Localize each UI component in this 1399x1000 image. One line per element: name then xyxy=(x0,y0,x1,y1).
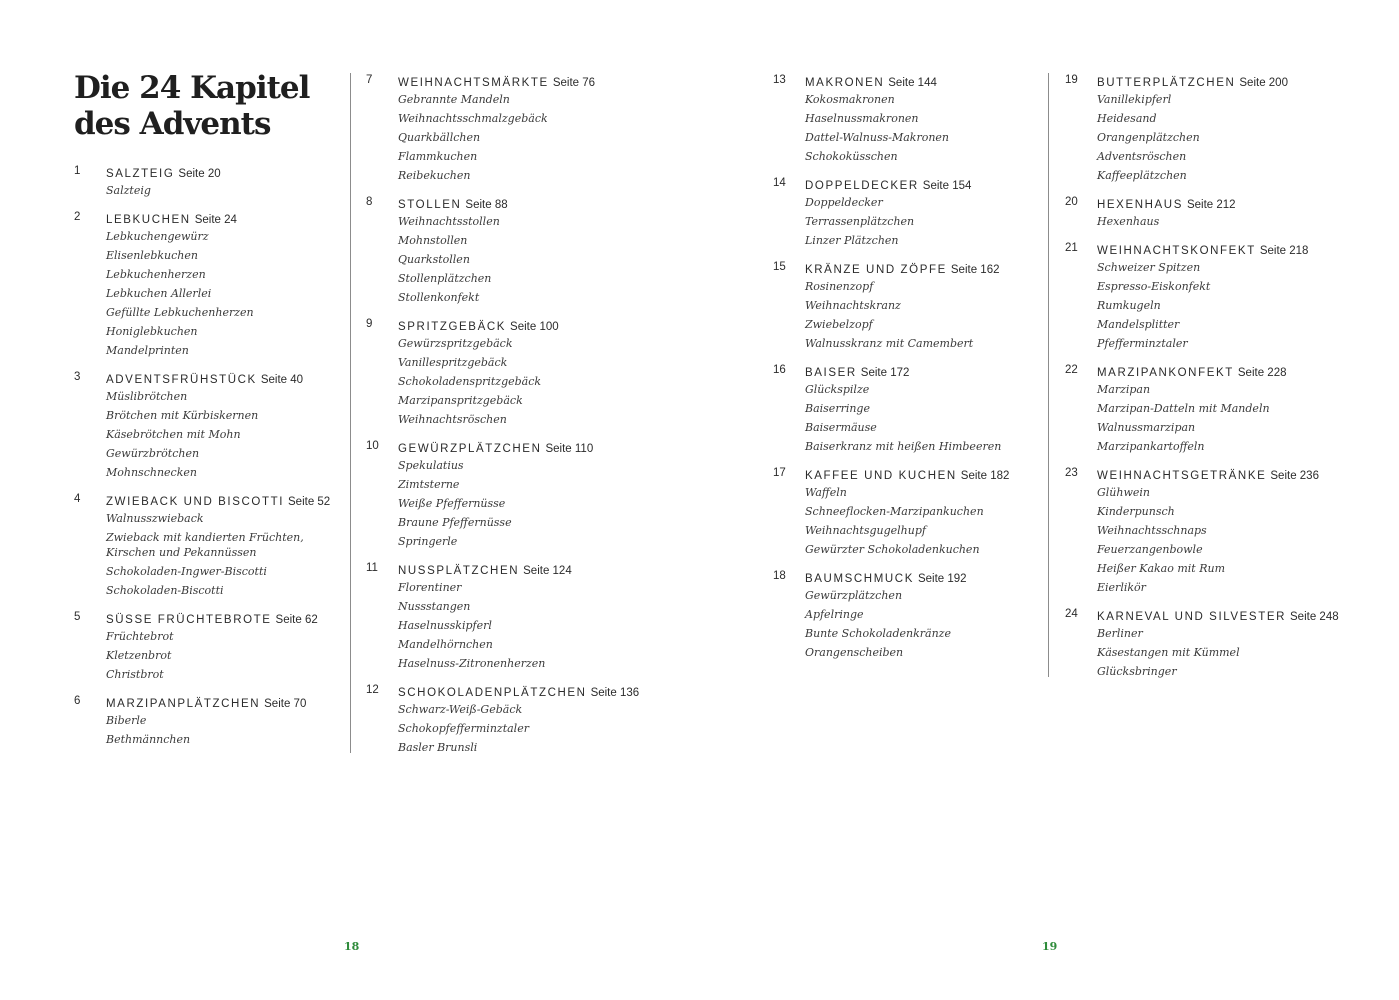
recipe-item: Kokosmakronen xyxy=(805,93,895,106)
recipe-item: Doppeldecker xyxy=(805,196,883,209)
chapter-page-ref: Seite 76 xyxy=(552,77,596,89)
recipe-item: Spekulatius xyxy=(398,459,464,472)
recipe-list xyxy=(106,387,334,482)
chapter-number: 11 xyxy=(366,562,378,574)
chapter-page-ref: Seite 100 xyxy=(510,321,559,333)
recipe-list xyxy=(398,578,626,673)
chapter-title: SPRITZGEBÄCK xyxy=(398,321,507,333)
recipe-list xyxy=(106,181,334,200)
chapter-title: DOPPELDECKER xyxy=(805,180,919,192)
chapter-title: BUTTERPLÄTZCHEN xyxy=(1097,77,1236,89)
recipe-item: Quarkbällchen xyxy=(398,131,481,144)
chapter-number: 20 xyxy=(1065,196,1078,208)
recipe-item: Lebkuchengewürz xyxy=(106,230,209,243)
recipe-item: Weihnachtskranz xyxy=(805,299,901,312)
chapter-number: 5 xyxy=(74,611,81,623)
chapter-heading xyxy=(1065,464,1325,483)
recipe-list xyxy=(398,456,626,551)
chapter-title: SCHOKOLADENPLÄTZCHEN xyxy=(398,687,587,699)
chapter-page-ref: Seite 154 xyxy=(922,180,972,192)
recipe-item: Brötchen mit Kürbiskernen xyxy=(106,409,259,422)
recipe-list xyxy=(106,711,334,749)
chapter-number: 22 xyxy=(1065,364,1078,376)
chapter-title: MARZIPANPLÄTZCHEN xyxy=(106,698,261,710)
recipe-item: Haselnussmakronen xyxy=(805,112,919,125)
chapter-entry xyxy=(1065,239,1325,353)
recipe-item: Feuerzangenbowle xyxy=(1097,543,1203,556)
recipe-item: Müslibrötchen xyxy=(106,390,188,403)
recipe-item: Heidesand xyxy=(1097,112,1157,125)
chapter-number: 15 xyxy=(773,261,786,273)
chapter-page-ref: Seite 248 xyxy=(1290,611,1339,623)
chapter-entry xyxy=(1065,193,1325,231)
recipe-item: Schneeflocken-Marzipankuchen xyxy=(805,505,984,518)
chapter-title: ZWIEBACK UND BISCOTTI xyxy=(106,496,284,508)
chapter-entry xyxy=(773,567,1033,662)
recipe-item: Espresso-Eiskonfekt xyxy=(1097,280,1211,293)
recipe-item: Käsestangen mit Kümmel xyxy=(1097,646,1240,659)
page-title-line-2: des Advents xyxy=(74,106,271,142)
chapter-page-ref: Seite 162 xyxy=(950,264,1000,276)
chapter-page-ref: Seite 236 xyxy=(1270,470,1319,482)
recipe-item: Stollenplätzchen xyxy=(398,272,492,285)
chapter-heading xyxy=(773,174,1033,193)
chapter-number: 19 xyxy=(1065,74,1078,86)
recipe-item: Baiserkranz mit heißen Himbeeren xyxy=(805,440,1002,453)
recipe-item: Käsebrötchen mit Mohn xyxy=(106,428,241,441)
chapter-title: MAKRONEN xyxy=(805,77,885,89)
chapter-title: SÜSSE FRÜCHTEBROTE xyxy=(106,614,272,626)
chapter-heading xyxy=(1065,361,1325,380)
chapter-title: BAUMSCHMUCK xyxy=(805,573,914,585)
recipe-item: Mohnschnecken xyxy=(106,466,197,479)
recipe-item: Weihnachtsröschen xyxy=(398,413,507,426)
recipe-item: Dattel-Walnuss-Makronen xyxy=(805,131,950,144)
chapter-entry xyxy=(1065,71,1325,185)
recipe-item: Christbrot xyxy=(106,668,164,681)
chapter-heading xyxy=(1065,605,1339,624)
chapter-entry xyxy=(366,437,626,551)
chapter-heading xyxy=(74,368,334,387)
recipe-list xyxy=(1097,380,1325,456)
recipe-list xyxy=(106,509,334,600)
recipe-item: Braune Pfeffernüsse xyxy=(398,516,512,529)
chapter-entry xyxy=(74,608,334,684)
recipe-item: Zwiebelzopf xyxy=(805,318,873,331)
chapter-entry xyxy=(74,208,334,360)
recipe-item: Marzipanspritzgebäck xyxy=(398,394,523,407)
recipe-item: Gewürzspritzgebäck xyxy=(398,337,513,350)
chapter-title: KARNEVAL UND SILVESTER xyxy=(1097,611,1287,623)
chapter-heading xyxy=(366,315,626,334)
chapter-entry xyxy=(74,368,334,482)
recipe-item: Walnusskranz mit Camembert xyxy=(805,337,974,350)
chapter-page-ref: Seite 212 xyxy=(1186,199,1236,211)
chapter-page-ref: Seite 182 xyxy=(960,470,1010,482)
recipe-item: Berliner xyxy=(1097,627,1143,640)
recipe-item: Linzer Plätzchen xyxy=(805,234,899,247)
chapter-number: 24 xyxy=(1065,608,1078,620)
chapter-entry xyxy=(1065,605,1339,681)
chapter-title: LEBKUCHEN xyxy=(106,214,191,226)
recipe-item: Walnussmarzipan xyxy=(1097,421,1196,434)
recipe-item: Flammkuchen xyxy=(398,150,478,163)
chapter-heading xyxy=(74,608,334,627)
chapter-title: BAISER xyxy=(805,367,857,379)
chapter-entry xyxy=(366,71,626,185)
chapter-heading xyxy=(773,361,1033,380)
recipe-list xyxy=(1097,483,1325,597)
recipe-item: Bethmännchen xyxy=(106,733,191,746)
chapter-page-ref: Seite 200 xyxy=(1239,77,1288,89)
recipe-list xyxy=(805,277,1033,353)
recipe-item: Marzipan xyxy=(1097,383,1151,396)
recipe-item: Waffeln xyxy=(805,486,847,499)
recipe-list xyxy=(805,90,1033,166)
recipe-item: Schweizer Spitzen xyxy=(1097,261,1201,274)
chapter-heading xyxy=(1065,239,1325,258)
chapter-title: SALZTEIG xyxy=(106,168,175,180)
recipe-item: Weihnachtsgugelhupf xyxy=(805,524,926,537)
chapter-page-ref: Seite 110 xyxy=(545,443,594,455)
recipe-item: Lebkuchenherzen xyxy=(106,268,206,281)
recipe-list xyxy=(805,193,1033,250)
recipe-item: Basler Brunsli xyxy=(398,741,478,754)
recipe-list xyxy=(398,700,626,757)
chapter-number: 12 xyxy=(366,684,379,696)
recipe-item: Schokoladen-Ingwer-Biscotti xyxy=(106,565,267,578)
chapter-entry xyxy=(366,315,626,429)
chapter-heading xyxy=(773,567,1033,586)
chapter-title: WEIHNACHTSKONFEKT xyxy=(1097,245,1256,257)
chapter-entry xyxy=(366,193,626,307)
chapter-page-ref: Seite 88 xyxy=(465,199,508,211)
recipe-item: Mandelhörnchen xyxy=(398,638,493,651)
recipe-item: Gewürzplätzchen xyxy=(805,589,903,602)
chapter-title: ADVENTSFRÜHSTÜCK xyxy=(106,374,257,386)
recipe-item: Gewürzter Schokoladenkuchen xyxy=(805,543,980,556)
chapter-entry xyxy=(74,490,334,600)
recipe-list xyxy=(805,483,1033,559)
chapter-title: KRÄNZE UND ZÖPFE xyxy=(805,264,947,276)
chapter-heading xyxy=(74,208,334,227)
chapter-heading xyxy=(74,162,334,181)
chapter-entry xyxy=(773,464,1033,559)
recipe-item: Schokoküsschen xyxy=(805,150,898,163)
chapter-title: WEIHNACHTSMÄRKTE xyxy=(398,77,549,89)
recipe-list xyxy=(1097,212,1325,231)
recipe-item: Glücksbringer xyxy=(1097,665,1177,678)
chapter-number: 7 xyxy=(366,74,373,86)
chapter-heading xyxy=(74,692,334,711)
recipe-list xyxy=(398,334,626,429)
recipe-item: Stollenkonfekt xyxy=(398,291,480,304)
chapter-page-ref: Seite 40 xyxy=(260,374,304,386)
recipe-item: Vanillespritzgebäck xyxy=(398,356,508,369)
chapter-heading xyxy=(366,437,626,456)
recipe-item: Hexenhaus xyxy=(1097,215,1160,228)
column-divider-right xyxy=(1048,73,1049,677)
recipe-item: Vanillekipferl xyxy=(1097,93,1172,106)
chapter-page-ref: Seite 144 xyxy=(888,77,937,89)
recipe-item: Gewürzbrötchen xyxy=(106,447,200,460)
recipe-list xyxy=(805,586,1033,662)
recipe-item: Kletzenbrot xyxy=(106,649,172,662)
column-divider-left xyxy=(350,73,351,753)
chapter-title: WEIHNACHTSGETRÄNKE xyxy=(1097,470,1267,482)
recipe-item: Florentiner xyxy=(398,581,462,594)
recipe-item: Mandelsplitter xyxy=(1097,318,1180,331)
toc-column-3 xyxy=(773,71,1033,670)
toc-column-1 xyxy=(74,162,334,757)
chapter-number: 13 xyxy=(773,74,786,86)
chapter-entry xyxy=(366,559,626,673)
recipe-item: Mohnstollen xyxy=(398,234,468,247)
recipe-item: Schokoladen-Biscotti xyxy=(106,584,224,597)
recipe-item: Terrassenplätzchen xyxy=(805,215,915,228)
recipe-list xyxy=(398,90,626,185)
chapter-entry xyxy=(1065,464,1325,597)
chapter-heading xyxy=(773,464,1033,483)
recipe-item: Weihnachtsstollen xyxy=(398,215,500,228)
chapter-page-ref: Seite 124 xyxy=(523,565,572,577)
recipe-item: Baisermäuse xyxy=(805,421,877,434)
chapter-number: 3 xyxy=(74,371,81,383)
chapter-page-ref: Seite 20 xyxy=(178,168,221,180)
recipe-item: Gebrannte Mandeln xyxy=(398,93,510,106)
chapter-title: HEXENHAUS xyxy=(1097,199,1183,211)
recipe-item: Quarkstollen xyxy=(398,253,470,266)
chapter-heading xyxy=(74,490,334,509)
toc-column-4 xyxy=(1065,71,1339,689)
recipe-item: Reibekuchen xyxy=(398,169,471,182)
chapter-number: 6 xyxy=(74,695,81,707)
chapter-page-ref: Seite 52 xyxy=(288,496,331,508)
recipe-item: Schokopfefferminztaler xyxy=(398,722,529,735)
chapter-number: 16 xyxy=(773,364,786,376)
recipe-list xyxy=(1097,258,1325,353)
recipe-item: Orangenscheiben xyxy=(805,646,904,659)
toc-column-2 xyxy=(366,71,640,765)
recipe-list xyxy=(106,227,334,360)
recipe-item: Zimtsterne xyxy=(398,478,460,491)
chapter-page-ref: Seite 62 xyxy=(275,614,318,626)
chapter-title: KAFFEE UND KUCHEN xyxy=(805,470,957,482)
recipe-item: Kaffeeplätzchen xyxy=(1097,169,1187,182)
recipe-list xyxy=(398,212,626,307)
chapter-heading xyxy=(1065,193,1325,212)
chapter-title: GEWÜRZPLÄTZCHEN xyxy=(398,443,542,455)
chapter-number: 21 xyxy=(1065,242,1078,254)
chapter-title: MARZIPANKONFEKT xyxy=(1097,367,1234,379)
chapter-number: 2 xyxy=(74,211,81,223)
recipe-list xyxy=(1097,624,1325,681)
recipe-item: Eierlikör xyxy=(1097,581,1146,594)
recipe-item: Schokoladenspritzgebäck xyxy=(398,375,542,388)
recipe-item: Haselnuss-Zitronenherzen xyxy=(398,657,546,670)
recipe-item: Glühwein xyxy=(1097,486,1151,499)
recipe-item: Kinderpunsch xyxy=(1097,505,1175,518)
recipe-list xyxy=(106,627,334,684)
chapter-heading xyxy=(773,71,1033,90)
chapter-heading xyxy=(366,193,626,212)
recipe-item: Gefüllte Lebkuchenherzen xyxy=(106,306,254,319)
chapter-entry xyxy=(773,71,1033,166)
recipe-item: Honiglebkuchen xyxy=(106,325,198,338)
recipe-item: Weiße Pfeffernüsse xyxy=(398,497,506,510)
chapter-heading xyxy=(366,71,626,90)
chapter-heading xyxy=(1065,71,1325,90)
recipe-item: Salzteig xyxy=(106,184,151,197)
recipe-item: Baiserringe xyxy=(805,402,870,415)
recipe-item: Nussstangen xyxy=(398,600,471,613)
recipe-item: Walnusszwieback xyxy=(106,512,204,525)
chapter-entry xyxy=(773,361,1033,456)
page-number-left: 18 xyxy=(344,940,360,953)
chapter-page-ref: Seite 192 xyxy=(917,573,967,585)
recipe-item: Glückspilze xyxy=(805,383,870,396)
recipe-item: Elisenlebkuchen xyxy=(106,249,198,262)
chapter-page-ref: Seite 218 xyxy=(1259,245,1309,257)
recipe-item: Apfelringe xyxy=(805,608,864,621)
chapter-entry xyxy=(74,692,334,749)
chapter-entry xyxy=(773,174,1033,250)
recipe-item: Bunte Schokoladenkränze xyxy=(805,627,951,640)
chapter-number: 17 xyxy=(773,467,786,479)
chapter-number: 9 xyxy=(366,318,373,330)
recipe-item: Zwieback mit kandierten Früchten, Kirschen und Pekannüssen xyxy=(106,531,304,559)
recipe-item: Mandelprinten xyxy=(106,344,189,357)
recipe-item: Weihnachtsschnaps xyxy=(1097,524,1207,537)
recipe-item: Weihnachtsschmalzgebäck xyxy=(398,112,548,125)
recipe-item: Haselnusskipferl xyxy=(398,619,492,632)
recipe-item: Marzipan-Datteln mit Mandeln xyxy=(1097,402,1270,415)
chapter-entry xyxy=(773,258,1033,353)
recipe-item: Pfefferminztaler xyxy=(1097,337,1188,350)
chapter-number: 23 xyxy=(1065,467,1078,479)
recipe-item: Rumkugeln xyxy=(1097,299,1161,312)
chapter-page-ref: Seite 172 xyxy=(860,367,910,379)
chapter-page-ref: Seite 70 xyxy=(264,698,307,710)
recipe-item: Springerle xyxy=(398,535,458,548)
chapter-page-ref: Seite 228 xyxy=(1237,367,1287,379)
chapter-number: 18 xyxy=(773,570,786,582)
page-title xyxy=(74,70,334,142)
recipe-item: Schwarz-Weiß-Gebäck xyxy=(398,703,523,716)
chapter-title: STOLLEN xyxy=(398,199,462,211)
recipe-item: Lebkuchen Allerlei xyxy=(106,287,212,300)
chapter-number: 8 xyxy=(366,196,373,208)
chapter-entry xyxy=(366,681,640,757)
recipe-item: Marzipankartoffeln xyxy=(1097,440,1205,453)
recipe-list xyxy=(805,380,1033,456)
chapter-heading xyxy=(366,681,640,700)
chapter-heading xyxy=(773,258,1033,277)
chapter-page-ref: Seite 136 xyxy=(590,687,640,699)
chapter-entry xyxy=(74,162,334,200)
recipe-list xyxy=(1097,90,1325,185)
page-title-line-1: Die 24 Kapitel xyxy=(74,70,310,106)
chapter-number: 1 xyxy=(74,165,81,177)
chapter-entry xyxy=(1065,361,1325,456)
recipe-item: Früchtebrot xyxy=(106,630,174,643)
recipe-item: Rosinenzopf xyxy=(805,280,874,293)
recipe-item: Adventsröschen xyxy=(1097,150,1187,163)
recipe-item: Heißer Kakao mit Rum xyxy=(1097,562,1226,575)
chapter-title: NUSSPLÄTZCHEN xyxy=(398,565,520,577)
chapter-heading xyxy=(366,559,626,578)
chapter-number: 4 xyxy=(74,493,81,505)
recipe-item: Orangenplätzchen xyxy=(1097,131,1200,144)
chapter-page-ref: Seite 24 xyxy=(194,214,237,226)
chapter-number: 10 xyxy=(366,440,379,452)
recipe-item: Biberle xyxy=(106,714,147,727)
chapter-number: 14 xyxy=(773,177,786,189)
page-number-right: 19 xyxy=(1042,940,1058,953)
